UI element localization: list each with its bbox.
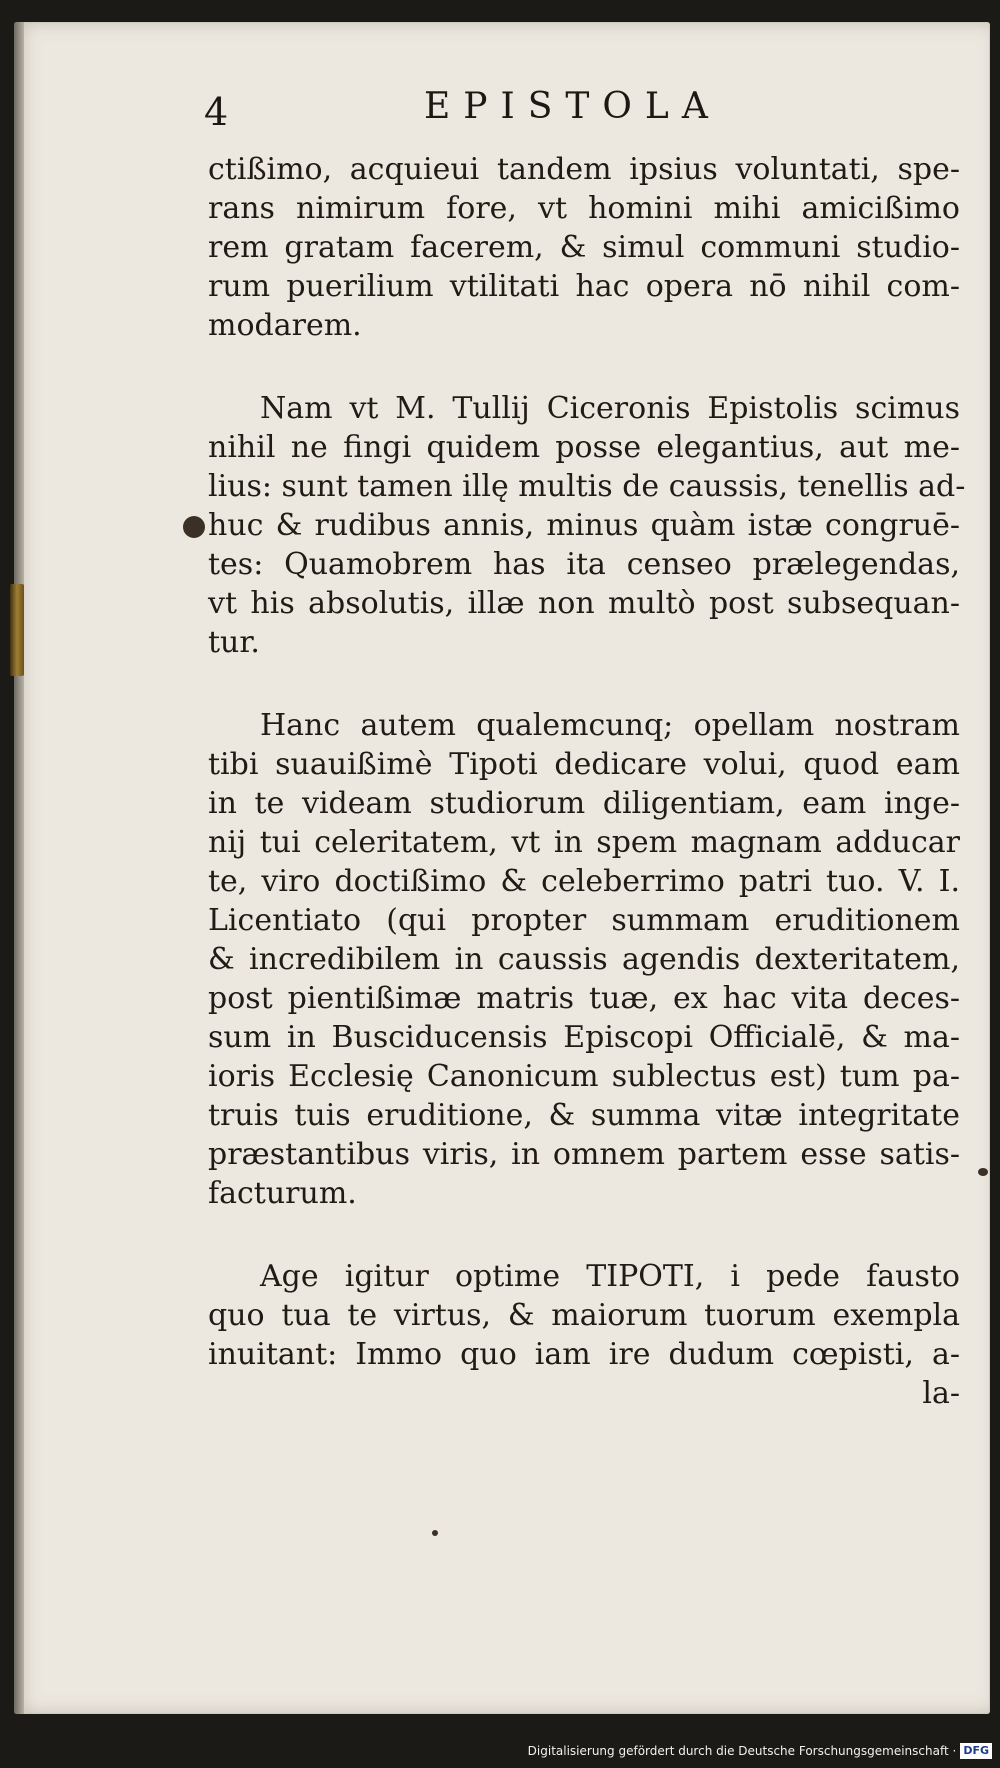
- paragraph: [208, 150, 960, 345]
- book-clasp: [10, 584, 24, 676]
- text-line: ioris Ecclesię Canonicum sublectus est) tum pa-: [208, 1059, 960, 1094]
- text-line: quo tua te virtus, & maiorum tuorum exempla: [208, 1298, 960, 1333]
- text-line: ctißimo, acquieui tandem ipsius voluntati, spe-: [208, 152, 960, 187]
- page-binding-edge: [14, 22, 24, 1714]
- text-line: in te videam studiorum diligentiam, eam inge-: [208, 786, 960, 821]
- text-line: Hanc autem qualemcunq; opellam nostram: [260, 708, 960, 743]
- text-line: inuitant: Immo quo iam ire dudum cœpisti, a-: [208, 1337, 960, 1372]
- text-line: te, viro doctißimo & celeberrimo patri tuo. V. I.: [208, 864, 960, 899]
- text-line: post pientißimæ matris tuæ, ex hac vita deces-: [208, 981, 960, 1016]
- ink-speck: [978, 1168, 988, 1176]
- text-line: tes: Quamobrem has ita censeo prælegendas,: [208, 547, 960, 582]
- text-line: truis tuis eruditione, & summa vitæ integritate: [208, 1098, 960, 1133]
- text-line: facturum.: [208, 1176, 357, 1211]
- running-title: EPISTOLA: [424, 86, 721, 127]
- text-line: modarem.: [208, 308, 362, 343]
- text-line: lius: sunt tamen illę multis de caussis, tenellis ad-: [208, 469, 966, 504]
- text-line: Licentiato (qui propter summam eruditionem: [208, 903, 960, 938]
- text-line: nij tui celeritatem, vt in spem magnam adducar: [208, 825, 960, 860]
- credit-text: Digitalisierung gefördert durch die Deutsche Forschungsgemeinschaft ·: [527, 1744, 957, 1758]
- text-line: huc & rudibus annis, minus quàm istæ congruē-: [208, 508, 960, 543]
- page-number: 4: [204, 90, 229, 134]
- text-line: tibi suauißimè Tipoti dedicare volui, quod eam: [208, 747, 960, 782]
- digitization-credit: [528, 1740, 992, 1762]
- catchword: la-: [922, 1376, 960, 1411]
- text-line: sum in Busciducensis Episcopi Officialē, & ma-: [208, 1020, 960, 1055]
- text-line: rem gratam facerem, & simul communi studio-: [208, 230, 960, 265]
- running-head: [204, 86, 944, 136]
- text-line: vt his absolutis, illæ non multò post subsequan-: [208, 586, 960, 621]
- text-line: nihil ne fingi quidem posse elegantius, aut me-: [208, 430, 960, 465]
- text-line: rum puerilium vtilitati hac opera nō nihil com-: [208, 269, 960, 304]
- text-line: Nam vt M. Tullij Ciceronis Epistolis scimus: [260, 391, 960, 426]
- ink-speck: [432, 1530, 438, 1536]
- text-line: Age igitur optime TIPOTI, i pede fausto: [260, 1259, 960, 1294]
- dfg-logo[interactable]: DFG: [960, 1743, 992, 1759]
- paragraph: [208, 1257, 960, 1413]
- text-line: tur.: [208, 625, 260, 660]
- text-line: rans nimirum fore, vt homini mihi amicißimo: [208, 191, 960, 226]
- paragraph: [208, 706, 960, 1213]
- body-text: [208, 150, 966, 1457]
- paragraph: [208, 389, 966, 662]
- text-line: præstantibus viris, in omnem partem esse satis-: [208, 1137, 960, 1172]
- ink-blot: [183, 516, 205, 538]
- text-line: & incredibilem in caussis agendis dexteritatem,: [208, 942, 960, 977]
